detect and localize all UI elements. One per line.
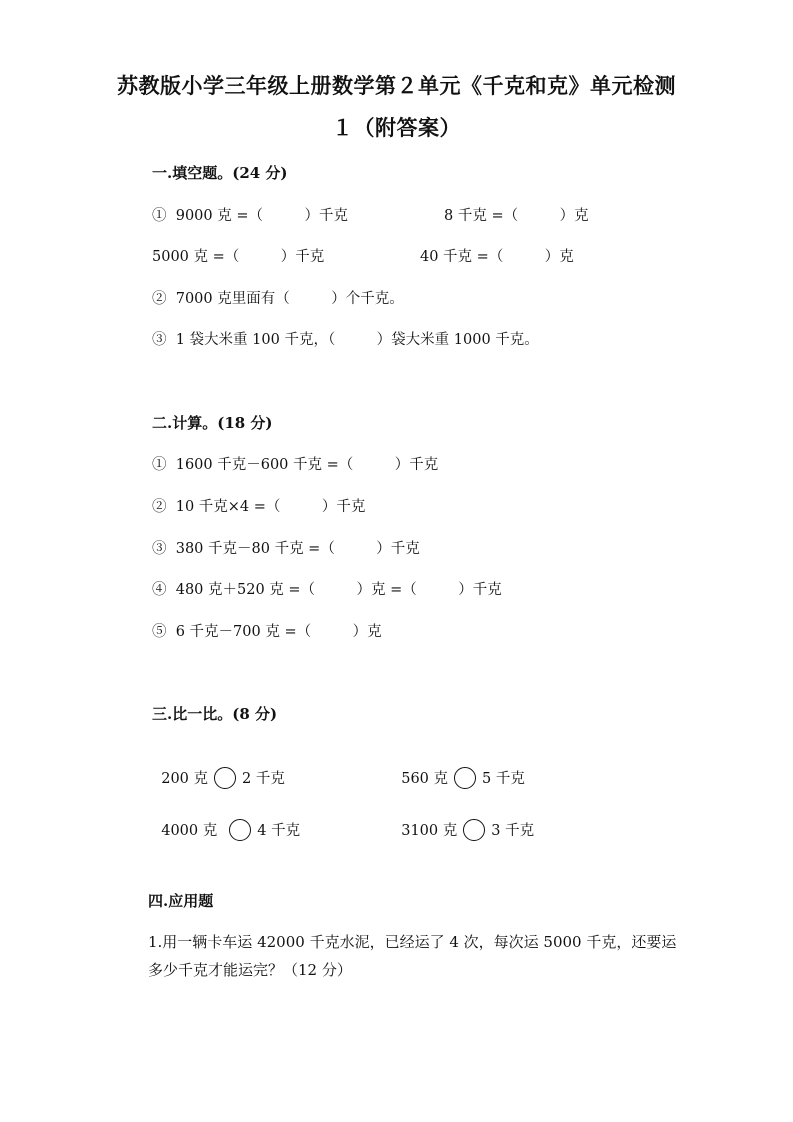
compare-circle-a[interactable]	[214, 767, 236, 789]
section1-q1c: 5000 克 =（ ）千克	[152, 249, 325, 265]
section2-q4: ④ 480 克＋520 克 =（ ）克 =（ ）千克	[152, 582, 502, 598]
section1-q1a: ① 9000 克 =（ ）千克	[152, 208, 348, 224]
section4-heading: 四.应用题	[148, 892, 214, 910]
compare-c-right: 4 千克	[257, 823, 301, 839]
compare-circle-d[interactable]	[463, 819, 485, 841]
compare-item-d	[392, 803, 534, 842]
compare-d-left: 3100 克	[401, 823, 458, 839]
section1-q1b: 8 千克 =（ ）克	[444, 208, 589, 224]
section1-q3: ③ 1 袋大米重 100 千克，（ ）袋大米重 1000 千克。	[152, 332, 539, 348]
section2-heading: 二.计算。(18 分)	[152, 414, 273, 432]
compare-c-left: 4000 克	[161, 823, 218, 839]
compare-circle-c[interactable]	[229, 819, 251, 841]
section3-heading: 三.比一比。(8 分)	[152, 705, 278, 723]
compare-item-c	[152, 803, 300, 842]
document-title-line1: 苏教版小学三年级上册数学第２单元《千克和克》单元检测	[117, 73, 676, 98]
section2-q5: ⑤ 6 千克－700 克 =（ ）克	[152, 624, 382, 640]
section2-q3: ③ 380 千克－80 千克 =（ ）千克	[152, 541, 420, 557]
compare-item-b	[392, 751, 525, 790]
compare-a-right: 2 千克	[242, 771, 285, 787]
document-title-line2: １（附答案）	[332, 115, 461, 140]
section1-q1d: 40 千克 =（ ）克	[420, 249, 574, 265]
section1-q2: ② 7000 克里面有（ ）个千克。	[152, 291, 404, 307]
section2-q2: ② 10 千克×4 =（ ）千克	[152, 499, 366, 515]
compare-item-a	[152, 751, 285, 790]
section1-heading: 一.填空题。(24 分)	[152, 164, 288, 182]
section4-q1: 1.用一辆卡车运 42000 千克水泥，已经运了 4 次，每次运 5000 千克，还要运多少千克才能运完？（12 分）	[148, 933, 677, 979]
compare-b-left: 560 克	[401, 771, 449, 787]
section2-q1: ① 1600 千克－600 千克 =（ ）千克	[152, 457, 439, 473]
compare-a-left: 200 克	[161, 771, 209, 787]
compare-b-right: 5 千克	[482, 771, 525, 787]
compare-d-right: 3 千克	[491, 823, 535, 839]
compare-circle-b[interactable]	[454, 767, 476, 789]
